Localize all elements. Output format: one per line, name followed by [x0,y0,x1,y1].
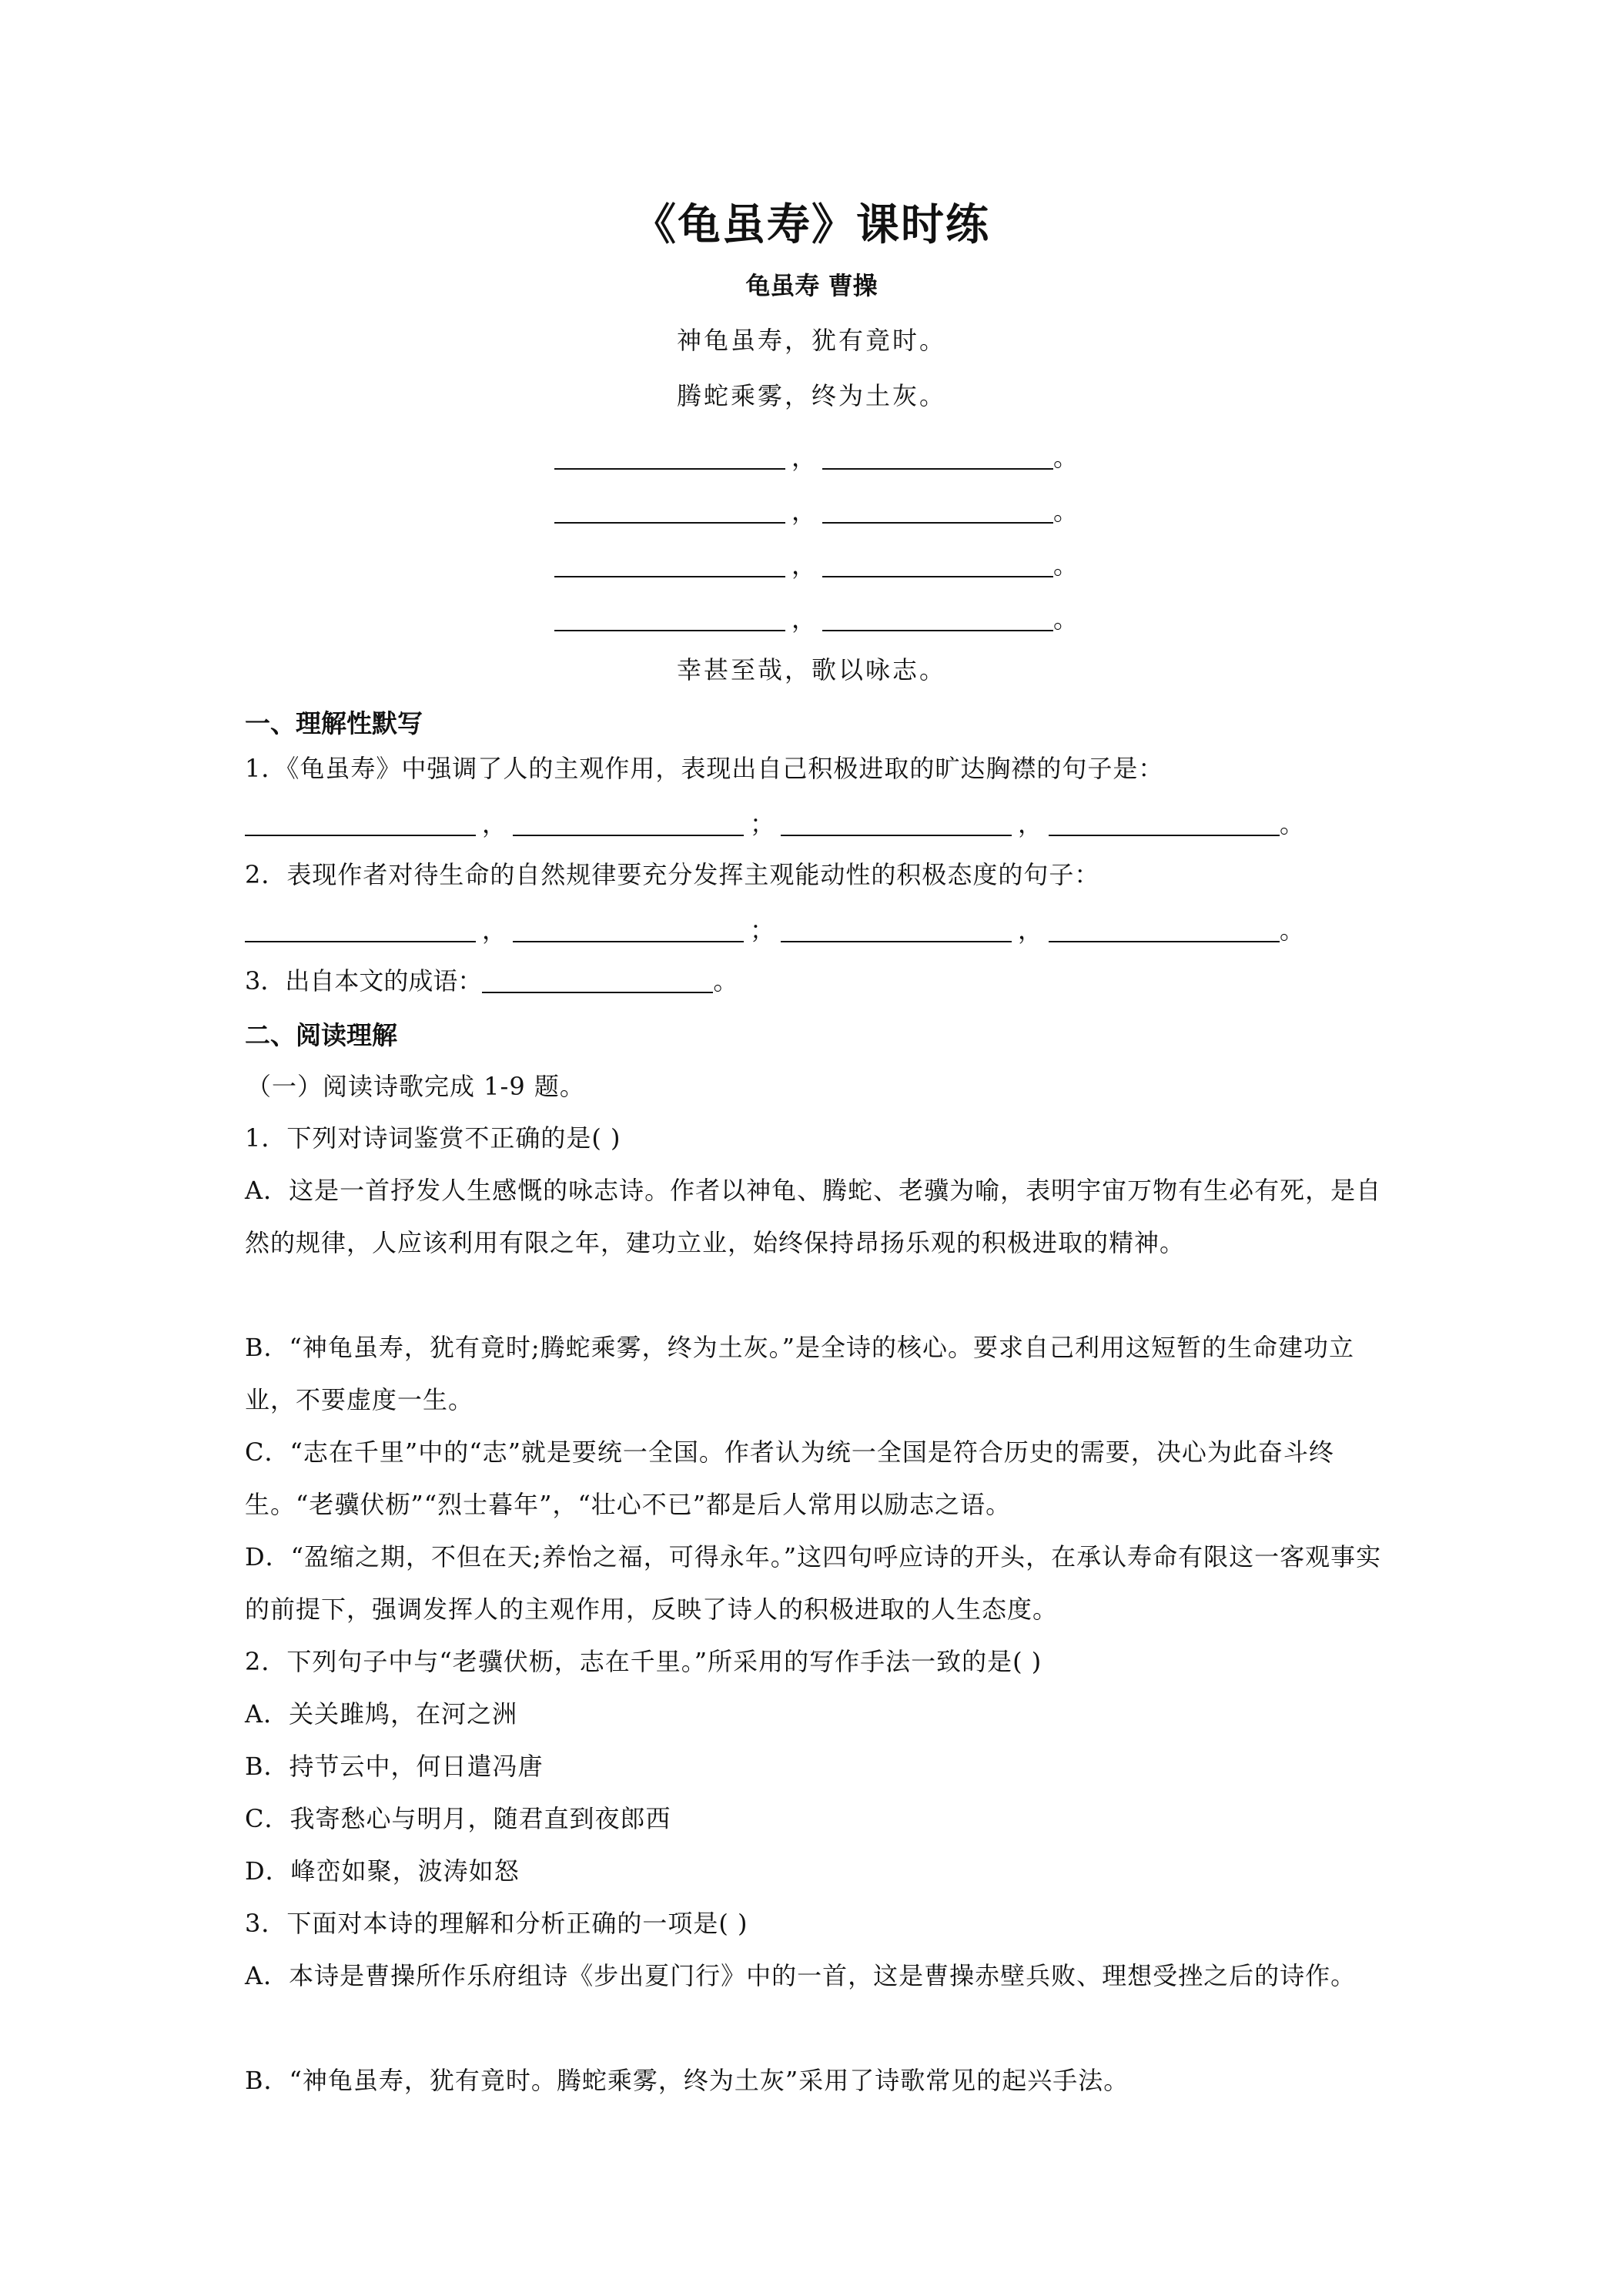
blank[interactable] [781,915,1012,942]
blank[interactable] [822,604,1053,631]
blank[interactable] [822,496,1053,524]
dictation-question-3: 3．出自本文的成语： 。 [245,966,738,996]
blank[interactable] [822,550,1053,577]
question-1-option-a: A．这是一首抒发人生感慨的咏志诗。作者以神龟、腾蛇、老骥为喻，表明宇宙万物有生必有死，是自然的规律，人应该利用有限之年，建功立业，始终保持昂扬乐观的积极进取的精神。 [245,1176,1382,1257]
question-1-option-c: C．“志在千里”中的“志”就是要统一全国。作者认为统一全国是符合历史的需要，决心为此奋斗终生。“老骥伏枥”“烈士暮年”，“壮心不已”都是后人常用以励志之语。 [245,1438,1334,1519]
poem-blank-line: ， 。 [554,547,1078,584]
blank[interactable] [1049,808,1280,836]
blank[interactable] [554,442,785,470]
poem-blank-line: ， 。 [554,493,1078,530]
question-1-option-b: B．“神龟虽寿，犹有竟时;腾蛇乘雾，终为土灰。”是全诗的核心。要求自己利用这短暂的生命建功立业，不要虚度一生。 [245,1333,1355,1414]
blank[interactable] [245,808,476,836]
poem-last-line: 幸甚至哉，歌以咏志。 [676,655,946,684]
poem-line-2: 腾蛇乘雾，终为土灰。 [676,381,946,410]
section-heading-dictation: 一、理解性默写 [245,708,423,738]
poem-line-1: 神龟虽寿，犹有竟时。 [676,326,946,355]
answer-row-2: ， ； ， 。 [245,912,1304,949]
blank[interactable] [513,915,744,942]
question-1-option-d: D．“盈缩之期，不但在天;养怡之福，可得永年。”这四句呼应诗的开头，在承认寿命有限这一客观事实的前提下，强调发挥人的主观作用，反映了诗人的积极进取的人生态度。 [245,1542,1382,1624]
answer-row-1: ， ； ， 。 [245,805,1304,842]
blank[interactable] [513,808,744,836]
section-heading-reading: 二、阅读理解 [245,1020,397,1050]
blank[interactable] [245,915,476,942]
blank[interactable] [554,604,785,631]
blank[interactable] [1049,915,1280,942]
blank[interactable] [554,496,785,524]
poem-blank-line: ， 。 [554,601,1078,638]
question-2-option-b: B．持节云中，何日遣冯唐 [245,1752,544,1781]
blank[interactable] [554,550,785,577]
question-2-option-a: A．关关雎鸠，在河之洲 [245,1699,518,1729]
blank[interactable] [482,966,713,993]
poem-title-author: 龟虽寿 曹操 [745,271,878,300]
question-1-stem: 1．下列对诗词鉴赏不正确的是( ) [245,1123,621,1153]
poem-blank-line: ， 。 [554,439,1078,476]
question-3-option-b: B．“神龟虽寿，犹有竟时。腾蛇乘雾，终为土灰”采用了诗歌常见的起兴手法。 [245,2066,1129,2095]
blank[interactable] [781,808,1012,836]
reading-intro: （一）阅读诗歌完成 1-9 题。 [246,1072,585,1101]
question-2-stem: 2．下列句子中与“老骥伏枥，志在千里。”所采用的写作手法一致的是( ) [245,1647,1042,1676]
blank[interactable] [822,442,1053,470]
dictation-question-1: 1．《龟虽寿》中强调了人的主观作用，表现出自己积极进取的旷达胸襟的句子是： [245,754,1164,783]
page-title: 《龟虽寿》课时练 [633,199,990,250]
question-3-stem: 3．下面对本诗的理解和分析正确的一项是( ) [245,1909,748,1938]
question-2-option-d: D．峰峦如聚，波涛如怒 [245,1856,520,1886]
dictation-question-2: 2．表现作者对待生命的自然规律要充分发挥主观能动性的积极态度的句子： [245,860,1100,889]
question-3-option-a: A．本诗是曹操所作乐府组诗《步出夏门行》中的一首，这是曹操赤壁兵败、理想受挫之后的诗作。 [245,1961,1357,1990]
question-2-option-c: C．我寄愁心与明月，随君直到夜郎西 [245,1804,671,1833]
